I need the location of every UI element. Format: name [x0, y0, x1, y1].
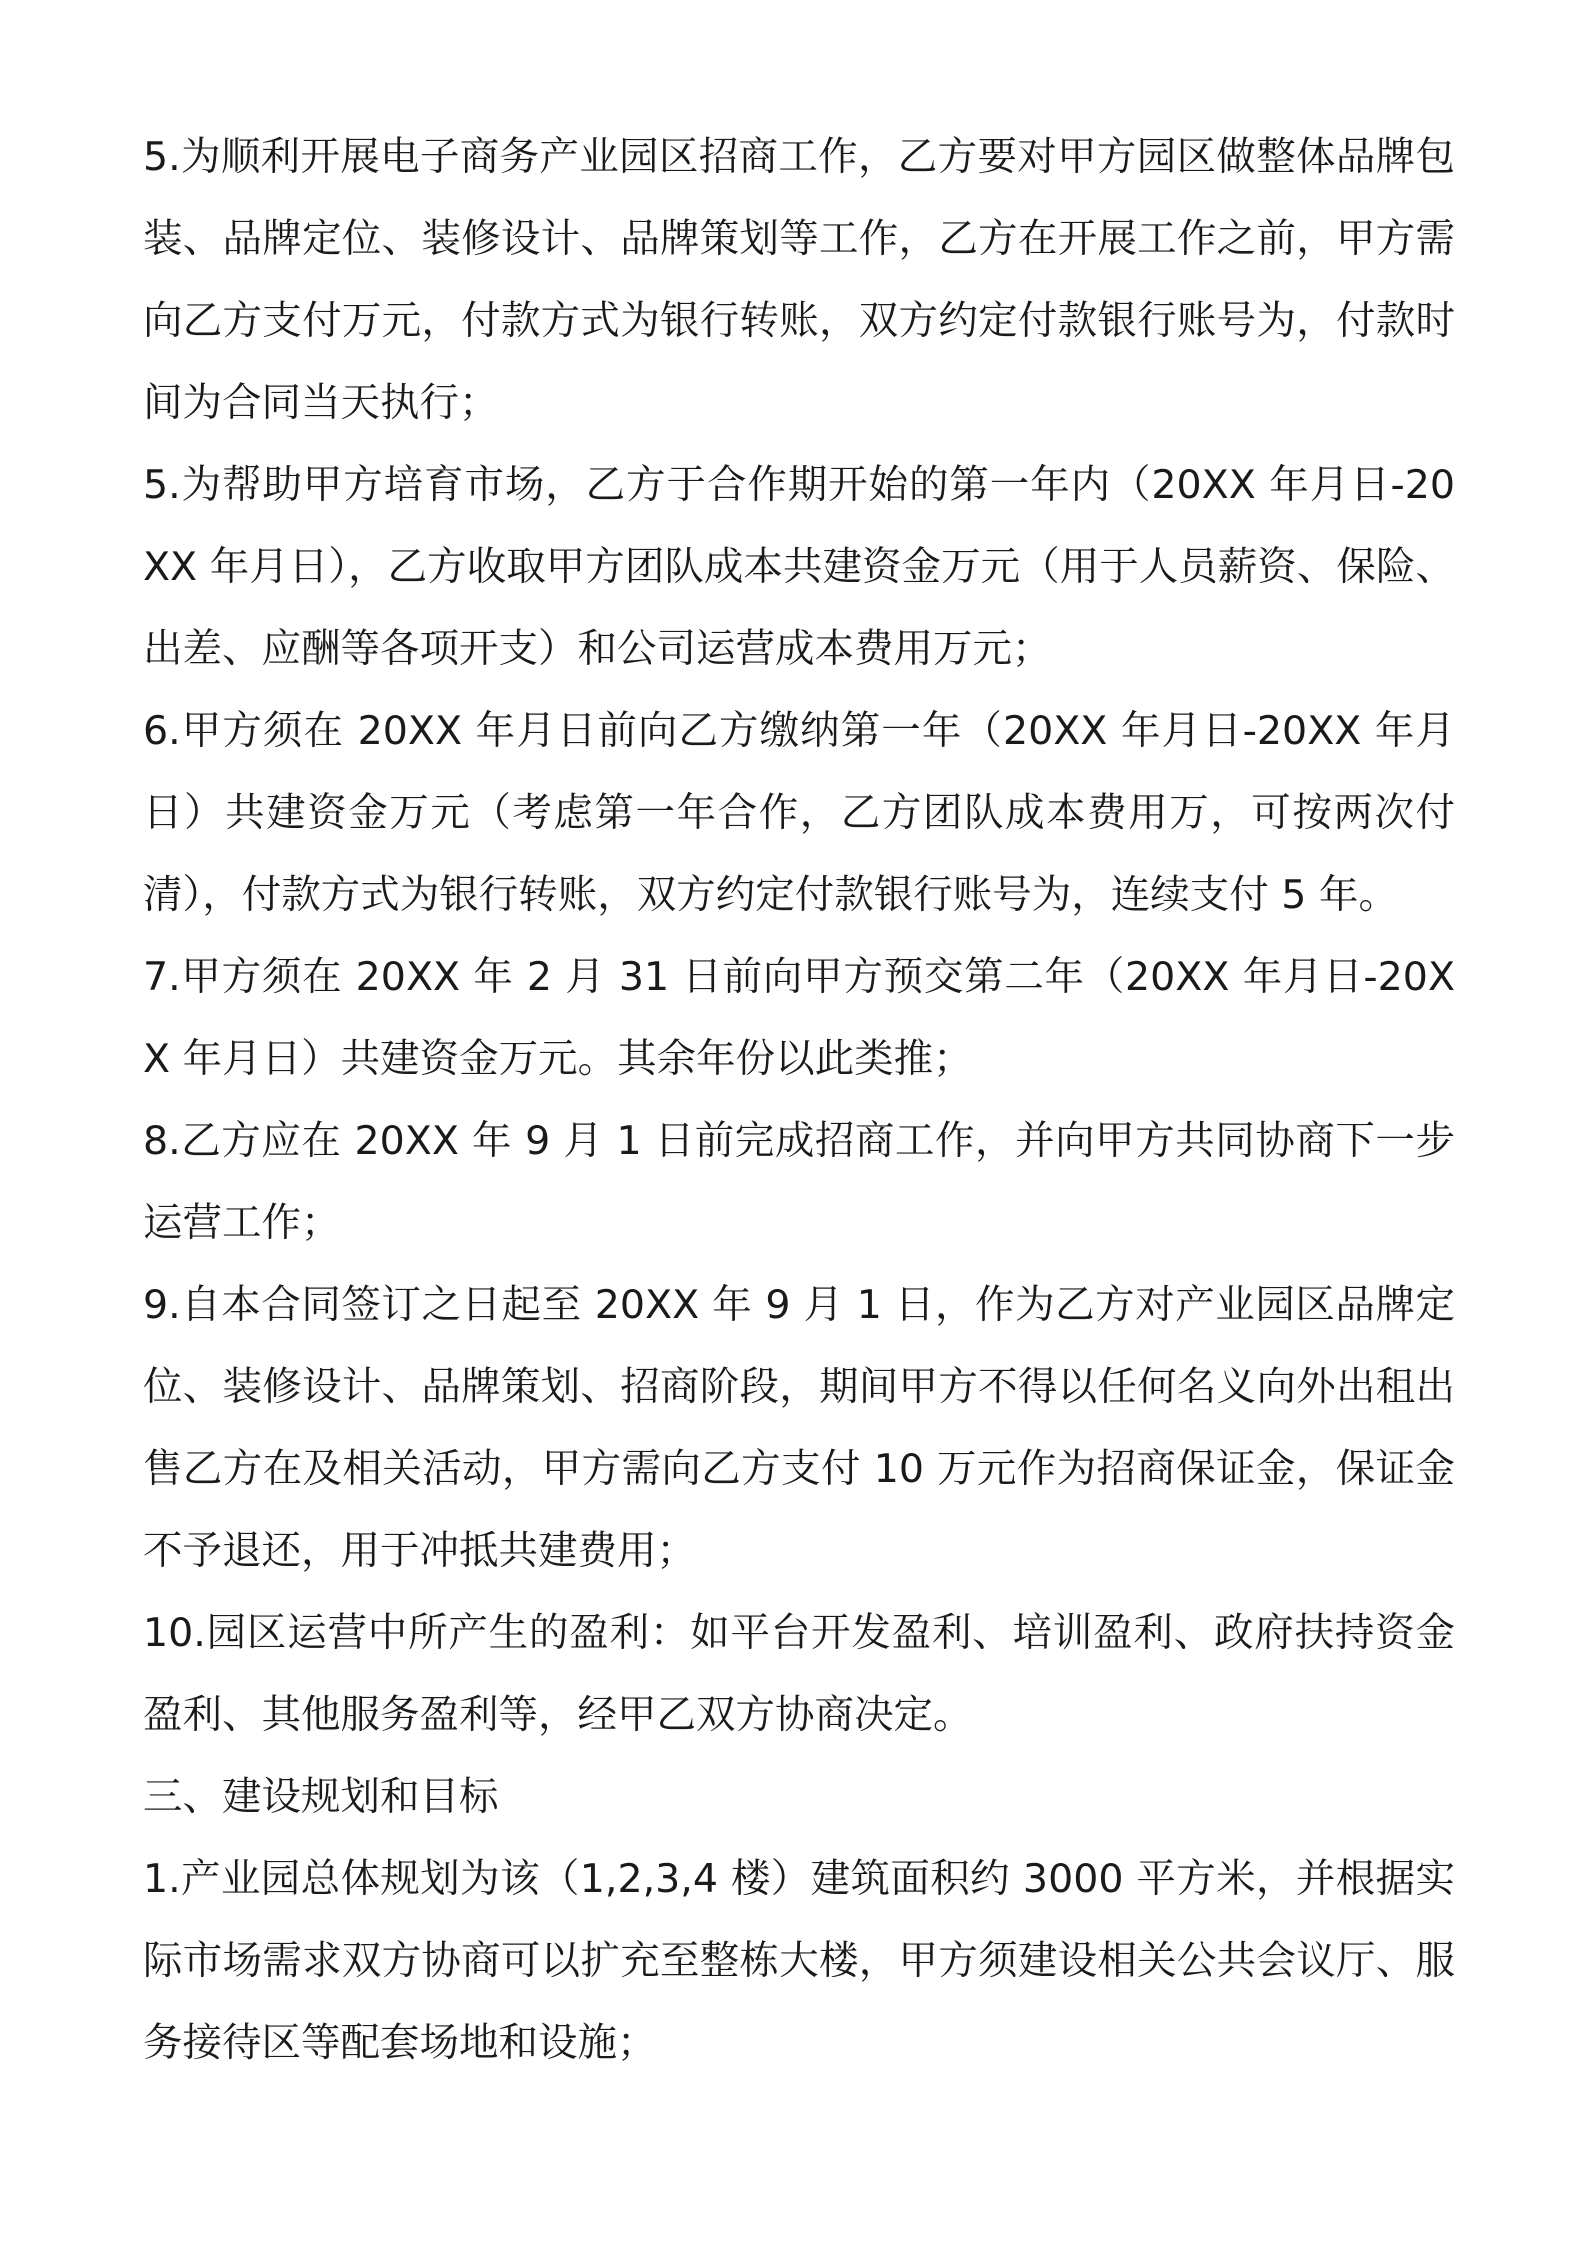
clause-10-profit-sharing: 10.园区运营中所产生的盈利：如平台开发盈利、培训盈利、政府扶持资金盈利、其他服务盈利等，经甲乙双方协商决定。 [143, 1610, 1455, 1738]
clause-8-investment-completion: 8.乙方应在 20XX 年 9 月 1 日前完成招商工作，并向甲方共同协商下一步运营工作； [143, 1118, 1455, 1246]
document-body [143, 116, 1455, 2084]
planning-clause-1: 1.产业园总体规划为该（1,2,3,4 楼）建筑面积约 3000 平方米，并根据实际市场需求双方协商可以扩充至整栋大楼，甲方须建设相关公共会议厅、服务接待区等配套场地和设施； [143, 1856, 1455, 2066]
clause-7-second-year-payment: 7.甲方须在 20XX 年 2 月 31 日前向甲方预交第二年（20XX 年月日-20XX 年月日）共建资金万元。其余年份以此类推； [143, 954, 1455, 1082]
clause-6-first-year-payment: 6.甲方须在 20XX 年月日前向乙方缴纳第一年（20XX 年月日-20XX 年月日）共建资金万元（考虑第一年合作，乙方团队成本费用万，可按两次付清），付款方式为银行转账，双方约定付款银行账号为，连续支付 5 年。 [143, 708, 1455, 918]
clause-5-brand-packaging: 5.为顺利开展电子商务产业园区招商工作，乙方要对甲方园区做整体品牌包装、品牌定位、装修设计、品牌策划等工作，乙方在开展工作之前，甲方需向乙方支付万元，付款方式为银行转账，双方约定付款银行账号为，付款时间为合同当天执行； [143, 134, 1455, 426]
clause-5-market-cultivation: 5.为帮助甲方培育市场，乙方于合作期开始的第一年内（20XX 年月日-20XX 年月日），乙方收取甲方团队成本共建资金万元（用于人员薪资、保险、出差、应酬等各项开支）和公司运营成本费用万元； [143, 462, 1455, 672]
clause-9-deposit: 9.自本合同签订之日起至 20XX 年 9 月 1 日，作为乙方对产业园区品牌定位、装修设计、品牌策划、招商阶段，期间甲方不得以任何名义向外出租出售乙方在及相关活动，甲方需向乙方支付 10 万元作为招商保证金，保证金不予退还，用于冲抵共建费用； [143, 1282, 1455, 1574]
section-heading-planning: 三、建设规划和目标 [143, 1774, 499, 1820]
